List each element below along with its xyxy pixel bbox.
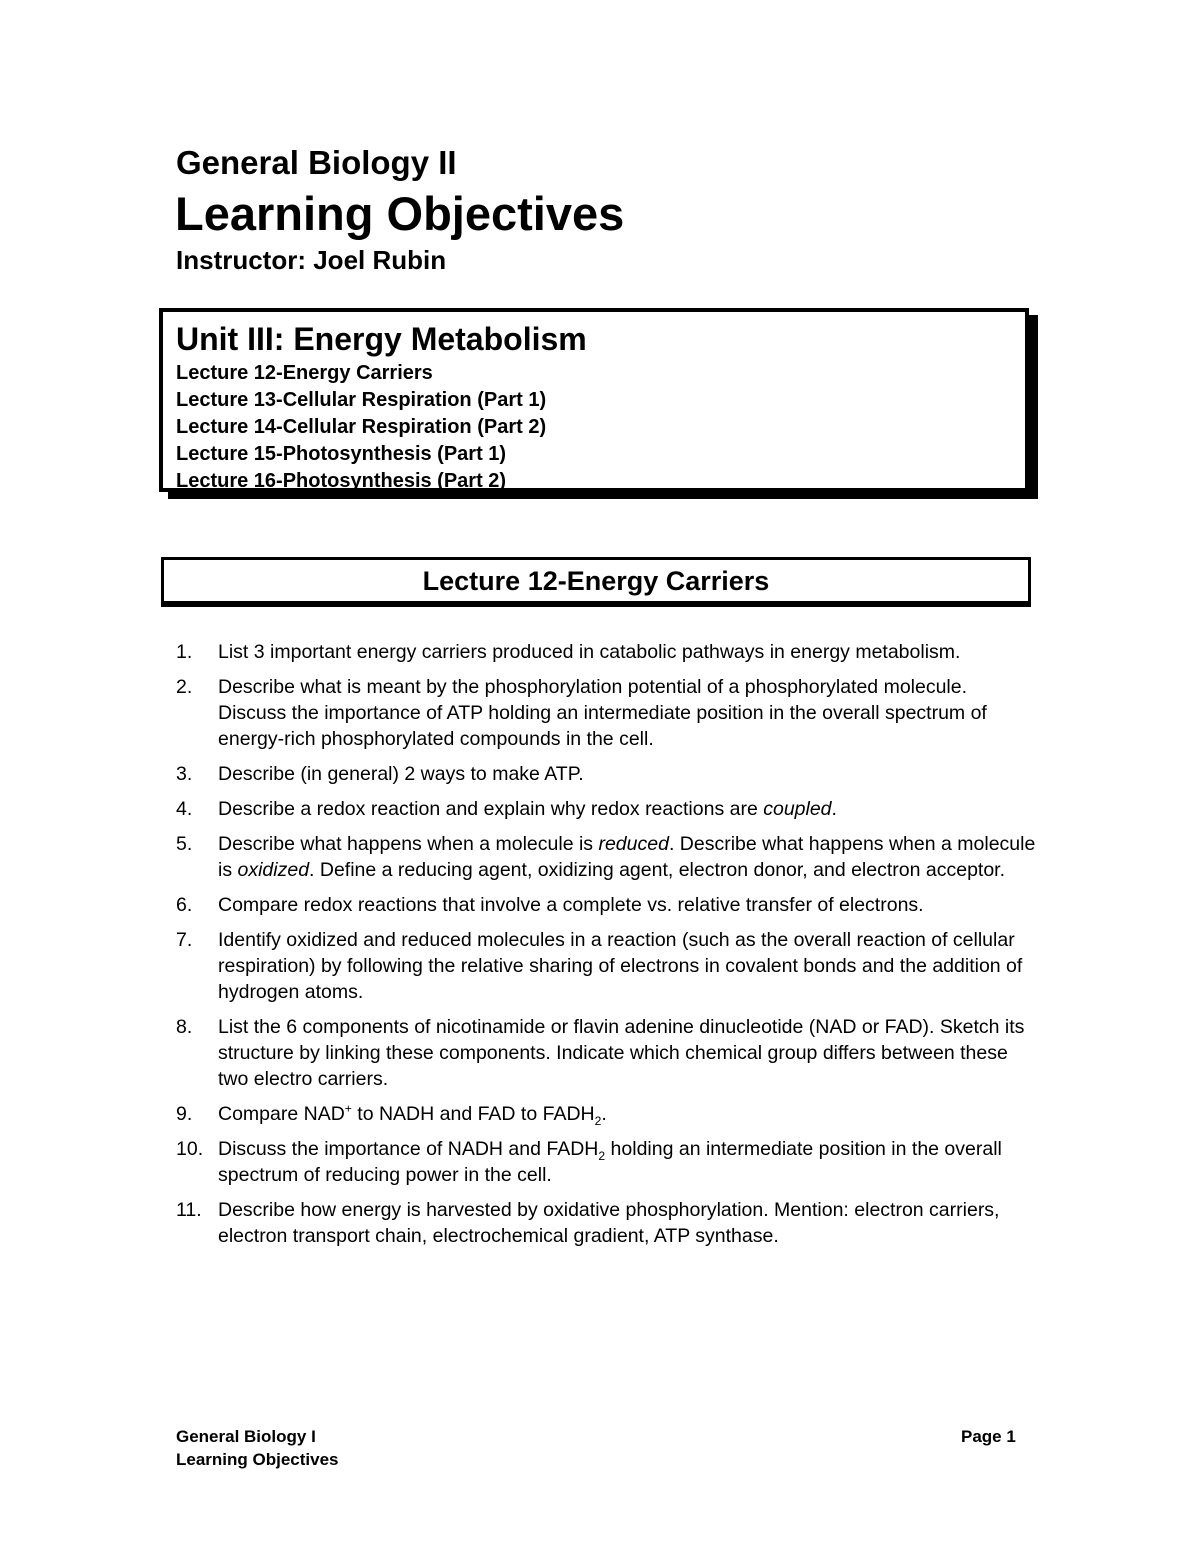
footer-left: [176, 1425, 339, 1471]
objective-number: 9.: [176, 1103, 193, 1125]
objective-number: 5.: [176, 833, 193, 855]
objective-text: Compare redox reactions that involve a complete vs. relative transfer of electrons.: [218, 894, 924, 916]
emphasis-term: coupled: [763, 798, 832, 820]
emphasis-term: reduced: [598, 833, 669, 855]
unit-lecture-item: Lecture 14-Cellular Respiration (Part 2): [176, 416, 547, 438]
objective-item: [176, 892, 1036, 918]
superscript: +: [344, 1101, 352, 1116]
objective-text-part: Describe what happens when a molecule is: [218, 833, 599, 855]
objective-text-part: . Define a reducing agent, oxidizing agent, electron donor, and electron acceptor.: [309, 859, 1006, 881]
course-title: General Biology II: [176, 144, 457, 181]
objective-item: [176, 1101, 1036, 1127]
objective-text: Describe what is meant by the phosphorylation potential of a phosphorylated molecule. Discuss the importance of ATP holding an intermediate position in the overall spectrum of energy-rich phosphorylated compounds in the cell.: [218, 676, 987, 750]
objective-number: 8.: [176, 1016, 193, 1038]
subscript: 2: [598, 1148, 606, 1163]
objective-text: [218, 796, 1036, 822]
objective-item: [176, 1197, 1036, 1249]
objective-item: [176, 1014, 1036, 1092]
objective-number: 10.: [176, 1138, 204, 1160]
objective-number: 2.: [176, 676, 193, 698]
objective-text: Describe how energy is harvested by oxidative phosphorylation. Mention: electron carriers, electron transport chain, electrochemical gradient, ATP synthase.: [218, 1199, 1000, 1247]
unit-lecture-item: Lecture 15-Photosynthesis (Part 1): [176, 443, 507, 465]
objective-text-part: Describe a redox reaction and explain why redox reactions are: [218, 798, 764, 820]
footer-doc-title: Learning Objectives: [176, 1450, 339, 1469]
objective-text: List the 6 components of nicotinamide or flavin adenine dinucleotide (NAD or FAD). Sketch its structure by linking these components. Indicate which chemical group differs between these two electro carriers.: [218, 1016, 1025, 1090]
objective-number: 4.: [176, 798, 193, 820]
objective-text-part: . Describe what happens when a molecule is: [218, 833, 1036, 881]
objective-text: Describe (in general) 2 ways to make ATP.: [218, 763, 584, 785]
objective-item: [176, 927, 1036, 1005]
objective-text-part: Discuss the importance of NADH and FADH: [218, 1138, 599, 1160]
section-header-box: [161, 557, 1031, 604]
objective-number: 11.: [176, 1199, 202, 1221]
instructor-line: Instructor: Joel Rubin: [176, 245, 447, 275]
objective-number: 6.: [176, 894, 193, 916]
objective-text-part: holding an intermediate position in the overall spectrum of reducing power in the cell.: [218, 1138, 1002, 1186]
unit-lecture-item: Lecture 16-Photosynthesis (Part 2): [176, 470, 507, 492]
objective-text-part: .: [601, 1103, 607, 1125]
objective-item: [176, 831, 1036, 883]
page-number: Page 1: [961, 1427, 1016, 1446]
objective-text-part: to NADH and FAD to FADH: [351, 1103, 595, 1125]
footer-course: General Biology I: [176, 1427, 316, 1446]
unit-title: Unit III: Energy Metabolism: [176, 321, 587, 357]
objective-item: [176, 639, 1036, 665]
objective-text: [218, 1136, 1036, 1188]
unit-lecture-list: [176, 360, 546, 495]
objective-text: [218, 831, 1036, 883]
objective-text: [218, 1101, 1036, 1127]
objective-text: Identify oxidized and reduced molecules in a reaction (such as the overall reaction of cellular respiration) by following the relative sharing of electrons in covalent bonds and the addition of hydrogen atoms.: [218, 929, 1023, 1003]
objective-text: List 3 important energy carriers produced in catabolic pathways in energy metabolism.: [218, 641, 961, 663]
objective-item: [176, 796, 1036, 822]
objective-number: 3.: [176, 763, 193, 785]
document-title: Learning Objectives: [175, 187, 625, 240]
unit-lecture-item: Lecture 12-Energy Carriers: [176, 362, 433, 384]
objective-number: 7.: [176, 929, 193, 951]
unit-lecture-item: Lecture 13-Cellular Respiration (Part 1): [176, 389, 547, 411]
section-title: Lecture 12-Energy Carriers: [422, 565, 770, 596]
objective-number: 1.: [176, 641, 193, 663]
emphasis-term: oxidized: [237, 859, 310, 881]
objective-text-part: Compare NAD: [218, 1103, 345, 1125]
objective-item: [176, 1136, 1036, 1188]
objective-text-part: .: [831, 798, 837, 820]
objectives-list: [176, 639, 1036, 1258]
objective-item: [176, 674, 1036, 752]
objective-item: [176, 761, 1036, 787]
subscript: 2: [594, 1113, 602, 1128]
